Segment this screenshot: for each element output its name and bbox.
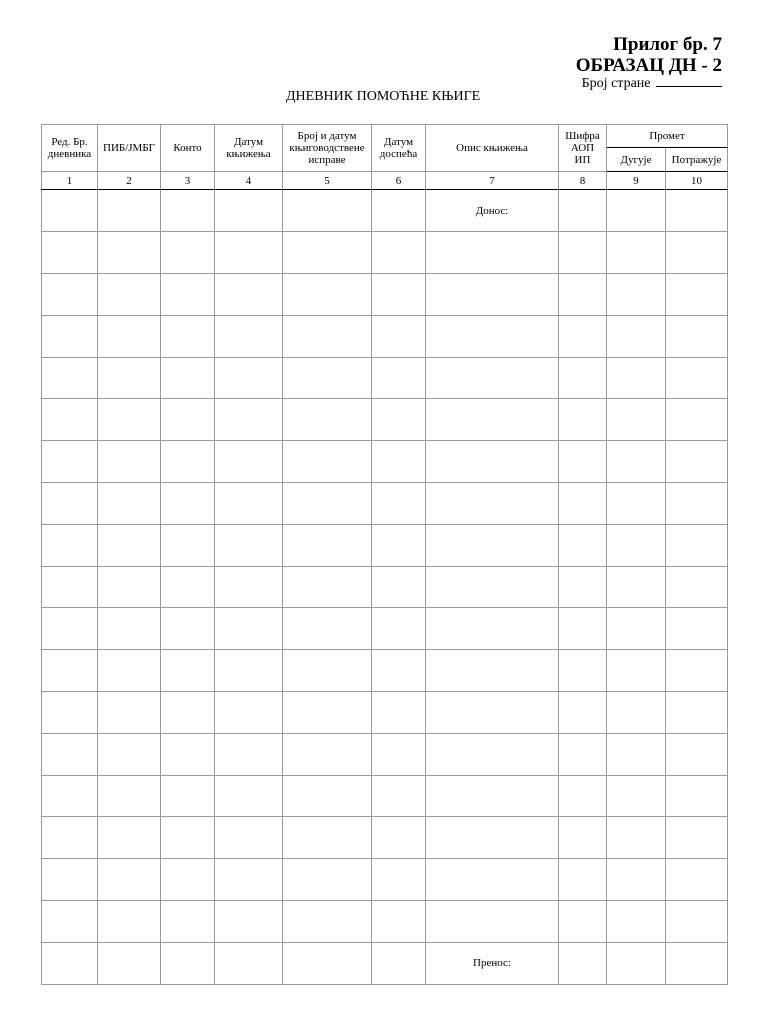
table-cell[interactable]: [215, 273, 283, 315]
table-cell[interactable]: [372, 942, 426, 984]
table-cell[interactable]: [98, 524, 161, 566]
table-cell[interactable]: [98, 650, 161, 692]
table-cell[interactable]: [607, 733, 666, 775]
table-cell[interactable]: [42, 357, 98, 399]
table-cell[interactable]: [666, 357, 728, 399]
table-row: [42, 692, 728, 734]
table-cell[interactable]: [42, 901, 98, 943]
table-cell[interactable]: [215, 441, 283, 483]
table-cell[interactable]: [283, 232, 372, 274]
table-cell[interactable]: [426, 650, 559, 692]
table-cell[interactable]: [607, 859, 666, 901]
table-cell[interactable]: [161, 273, 215, 315]
col-header-credit: Потражује: [666, 148, 728, 171]
table-cell[interactable]: [666, 482, 728, 524]
table-cell[interactable]: [42, 733, 98, 775]
table-cell[interactable]: [98, 901, 161, 943]
table-cell[interactable]: [283, 859, 372, 901]
table-cell[interactable]: [42, 566, 98, 608]
table-cell[interactable]: [42, 273, 98, 315]
table-cell[interactable]: [372, 441, 426, 483]
table-cell[interactable]: [607, 273, 666, 315]
table-cell[interactable]: [283, 650, 372, 692]
table-cell[interactable]: [666, 901, 728, 943]
table-cell[interactable]: [98, 190, 161, 232]
journal-table: [41, 124, 728, 985]
table-cell[interactable]: [666, 399, 728, 441]
table-cell[interactable]: [607, 190, 666, 232]
form-code: ОБРАЗАЦ ДН - 2: [575, 55, 722, 76]
table-cell[interactable]: [666, 942, 728, 984]
table-cell[interactable]: [283, 482, 372, 524]
table-cell[interactable]: [559, 357, 607, 399]
table-cell[interactable]: [283, 315, 372, 357]
table-cell[interactable]: [607, 399, 666, 441]
table-cell[interactable]: [283, 817, 372, 859]
table-cell[interactable]: [666, 524, 728, 566]
table-row: [42, 315, 728, 357]
table-cell[interactable]: [607, 775, 666, 817]
table-cell[interactable]: [372, 608, 426, 650]
table-cell[interactable]: [607, 650, 666, 692]
table-cell[interactable]: [426, 775, 559, 817]
table-cell[interactable]: [42, 859, 98, 901]
table-cell[interactable]: [426, 608, 559, 650]
table-cell[interactable]: [161, 357, 215, 399]
table-cell[interactable]: [161, 817, 215, 859]
carried-forward-label: Донос:: [426, 190, 559, 232]
table-cell[interactable]: [215, 357, 283, 399]
table-cell[interactable]: [666, 232, 728, 274]
table-cell[interactable]: [426, 273, 559, 315]
table-cell[interactable]: [559, 399, 607, 441]
column-number: 7: [426, 171, 559, 189]
table-cell[interactable]: [215, 399, 283, 441]
col-header-account: Конто: [161, 125, 215, 172]
attachment-label: Прилог бр. 7: [613, 34, 722, 55]
table-row: [42, 775, 728, 817]
table-cell[interactable]: [161, 733, 215, 775]
table-cell[interactable]: [426, 692, 559, 734]
table-cell[interactable]: [215, 566, 283, 608]
table-cell[interactable]: [98, 232, 161, 274]
table-cell[interactable]: [372, 524, 426, 566]
table-cell[interactable]: [559, 273, 607, 315]
table-cell[interactable]: [607, 232, 666, 274]
table-cell[interactable]: [215, 817, 283, 859]
table-cell[interactable]: [42, 692, 98, 734]
table-cell[interactable]: [161, 566, 215, 608]
table-cell[interactable]: [607, 357, 666, 399]
table-cell[interactable]: [559, 942, 607, 984]
table-cell[interactable]: [666, 441, 728, 483]
table-cell[interactable]: [666, 733, 728, 775]
table-cell[interactable]: [283, 775, 372, 817]
table-cell[interactable]: [372, 273, 426, 315]
table-cell[interactable]: [98, 357, 161, 399]
table-cell[interactable]: [607, 692, 666, 734]
table-cell[interactable]: [283, 399, 372, 441]
col-header-turnover: Промет: [607, 125, 728, 148]
table-row: [42, 399, 728, 441]
table-cell[interactable]: [426, 399, 559, 441]
table-cell[interactable]: [98, 566, 161, 608]
table-cell[interactable]: [161, 650, 215, 692]
column-number: 3: [161, 171, 215, 189]
table-cell[interactable]: [426, 441, 559, 483]
table-cell[interactable]: [283, 273, 372, 315]
table-cell[interactable]: [666, 859, 728, 901]
table-cell[interactable]: [559, 901, 607, 943]
table-cell[interactable]: [161, 399, 215, 441]
table-cell[interactable]: [215, 901, 283, 943]
table-cell[interactable]: [161, 441, 215, 483]
col-header-document: Број и датум књиговодствене исправе: [283, 125, 372, 172]
table-cell[interactable]: [372, 901, 426, 943]
table-cell[interactable]: [215, 859, 283, 901]
table-row: [42, 482, 728, 524]
column-number: 9: [607, 171, 666, 189]
table-row: [42, 566, 728, 608]
table-cell[interactable]: [283, 524, 372, 566]
table-cell[interactable]: [559, 692, 607, 734]
table-cell[interactable]: [161, 608, 215, 650]
table-cell[interactable]: [98, 482, 161, 524]
table-cell[interactable]: [607, 817, 666, 859]
table-cell[interactable]: [666, 566, 728, 608]
table-cell[interactable]: [559, 566, 607, 608]
col-header-description: Опис књижења: [426, 125, 559, 172]
table-cell[interactable]: [215, 524, 283, 566]
table-cell[interactable]: [42, 942, 98, 984]
column-number-row: [42, 171, 728, 189]
table-cell[interactable]: [283, 566, 372, 608]
table-cell[interactable]: [607, 315, 666, 357]
table-cell[interactable]: [42, 190, 98, 232]
column-number: 1: [42, 171, 98, 189]
table-cell[interactable]: [559, 650, 607, 692]
table-cell[interactable]: [607, 524, 666, 566]
table-cell[interactable]: [161, 859, 215, 901]
page-number-field: [582, 74, 722, 92]
column-number: 5: [283, 171, 372, 189]
table-cell[interactable]: [559, 482, 607, 524]
col-header-booking-date: Датум књижења: [215, 125, 283, 172]
table-cell[interactable]: [161, 524, 215, 566]
column-number: 8: [559, 171, 607, 189]
table-cell[interactable]: [559, 524, 607, 566]
table-cell[interactable]: [42, 232, 98, 274]
table-cell[interactable]: [426, 859, 559, 901]
table-cell[interactable]: [283, 901, 372, 943]
table-cell[interactable]: [98, 441, 161, 483]
table-row: [42, 524, 728, 566]
table-cell[interactable]: [215, 315, 283, 357]
table-row: [42, 859, 728, 901]
table-cell[interactable]: [426, 357, 559, 399]
table-row: [42, 650, 728, 692]
table-cell[interactable]: [283, 190, 372, 232]
table-cell[interactable]: [215, 482, 283, 524]
table-cell[interactable]: [161, 692, 215, 734]
table-cell[interactable]: [372, 232, 426, 274]
col-header-due-date: Датум доспећа: [372, 125, 426, 172]
table-cell[interactable]: [161, 901, 215, 943]
table-cell[interactable]: [98, 399, 161, 441]
table-cell[interactable]: [607, 566, 666, 608]
table-cell[interactable]: [42, 817, 98, 859]
table-cell[interactable]: [283, 692, 372, 734]
table-cell[interactable]: [666, 692, 728, 734]
table-cell[interactable]: [161, 482, 215, 524]
table-cell[interactable]: [42, 775, 98, 817]
table-cell[interactable]: [161, 775, 215, 817]
table-cell[interactable]: [559, 608, 607, 650]
col-header-debit: Дугује: [607, 148, 666, 171]
table-cell[interactable]: [98, 608, 161, 650]
table-cell[interactable]: [283, 608, 372, 650]
column-number: 6: [372, 171, 426, 189]
table-cell[interactable]: [426, 817, 559, 859]
table-cell[interactable]: [666, 817, 728, 859]
table-cell[interactable]: [42, 524, 98, 566]
table-row: [42, 608, 728, 650]
table-cell[interactable]: [372, 650, 426, 692]
table-cell[interactable]: [426, 733, 559, 775]
table-cell[interactable]: [559, 315, 607, 357]
table-cell[interactable]: [98, 733, 161, 775]
table-cell[interactable]: [283, 441, 372, 483]
table-cell[interactable]: [215, 650, 283, 692]
table-cell[interactable]: [98, 817, 161, 859]
table-cell[interactable]: [42, 608, 98, 650]
table-cell[interactable]: [372, 315, 426, 357]
table-cell[interactable]: [559, 232, 607, 274]
table-cell[interactable]: [98, 692, 161, 734]
table-cell[interactable]: [372, 692, 426, 734]
table-cell[interactable]: [42, 482, 98, 524]
table-row: [42, 273, 728, 315]
table-cell[interactable]: [215, 942, 283, 984]
table-cell[interactable]: [98, 942, 161, 984]
table-cell[interactable]: [607, 901, 666, 943]
table-cell[interactable]: [426, 232, 559, 274]
table-cell[interactable]: [607, 441, 666, 483]
page-number-blank[interactable]: [656, 74, 722, 87]
table-cell[interactable]: [42, 399, 98, 441]
table-cell[interactable]: [215, 775, 283, 817]
table-cell[interactable]: [372, 817, 426, 859]
table-cell[interactable]: [666, 315, 728, 357]
table-header-row: [42, 125, 728, 148]
table-cell[interactable]: [161, 232, 215, 274]
table-cell[interactable]: [283, 942, 372, 984]
col-header-row-no: Ред. Бр. дневника: [42, 125, 98, 172]
table-cell[interactable]: [372, 566, 426, 608]
table-cell[interactable]: [215, 733, 283, 775]
column-number: 4: [215, 171, 283, 189]
document-title: ДНЕВНИК ПОМОЋНЕ КЊИГЕ: [286, 89, 481, 104]
page-number-label: Број стране: [581, 76, 651, 91]
table-cell[interactable]: [559, 733, 607, 775]
table-cell[interactable]: [559, 775, 607, 817]
table-cell[interactable]: [98, 859, 161, 901]
table-cell[interactable]: [372, 399, 426, 441]
table-cell[interactable]: [559, 859, 607, 901]
table-cell[interactable]: [559, 190, 607, 232]
table-cell[interactable]: [426, 315, 559, 357]
column-number: 2: [98, 171, 161, 189]
table-cell[interactable]: [161, 942, 215, 984]
table-cell[interactable]: [283, 357, 372, 399]
table-cell[interactable]: [42, 650, 98, 692]
table-row: [42, 942, 728, 984]
table-cell[interactable]: [215, 608, 283, 650]
table-cell[interactable]: [215, 692, 283, 734]
table-cell[interactable]: [283, 733, 372, 775]
table-row: [42, 441, 728, 483]
table-cell[interactable]: [666, 775, 728, 817]
table-cell[interactable]: [215, 190, 283, 232]
table-cell[interactable]: [426, 566, 559, 608]
table-cell[interactable]: [161, 190, 215, 232]
table-cell[interactable]: [372, 357, 426, 399]
table-cell[interactable]: [607, 482, 666, 524]
table-row: [42, 232, 728, 274]
table-row: [42, 357, 728, 399]
table-cell[interactable]: [42, 315, 98, 357]
table-row: [42, 733, 728, 775]
column-number: 10: [666, 171, 728, 189]
table-cell[interactable]: [666, 608, 728, 650]
table-cell[interactable]: [666, 650, 728, 692]
table-row: [42, 817, 728, 859]
table-cell[interactable]: [161, 315, 215, 357]
table-cell[interactable]: [559, 441, 607, 483]
table-row: [42, 190, 728, 232]
table-cell[interactable]: [98, 273, 161, 315]
carried-over-label: Пренос:: [426, 942, 559, 984]
table-cell[interactable]: [426, 482, 559, 524]
table-cell[interactable]: [372, 859, 426, 901]
table-cell[interactable]: [607, 608, 666, 650]
table-cell[interactable]: [372, 190, 426, 232]
table-cell[interactable]: [607, 942, 666, 984]
table-cell[interactable]: [372, 482, 426, 524]
table-cell[interactable]: [42, 441, 98, 483]
table-cell[interactable]: [372, 775, 426, 817]
table-cell[interactable]: [666, 190, 728, 232]
table-cell[interactable]: [666, 273, 728, 315]
table-cell[interactable]: [372, 733, 426, 775]
col-header-pib: ПИБ/ЈМБГ: [98, 125, 161, 172]
col-header-aop-code: Шифра АОП ИП: [559, 125, 607, 172]
table-cell[interactable]: [98, 315, 161, 357]
table-cell[interactable]: [215, 232, 283, 274]
table-cell[interactable]: [559, 817, 607, 859]
table-cell[interactable]: [426, 901, 559, 943]
table-cell[interactable]: [426, 524, 559, 566]
table-cell[interactable]: [98, 775, 161, 817]
table-row: [42, 901, 728, 943]
